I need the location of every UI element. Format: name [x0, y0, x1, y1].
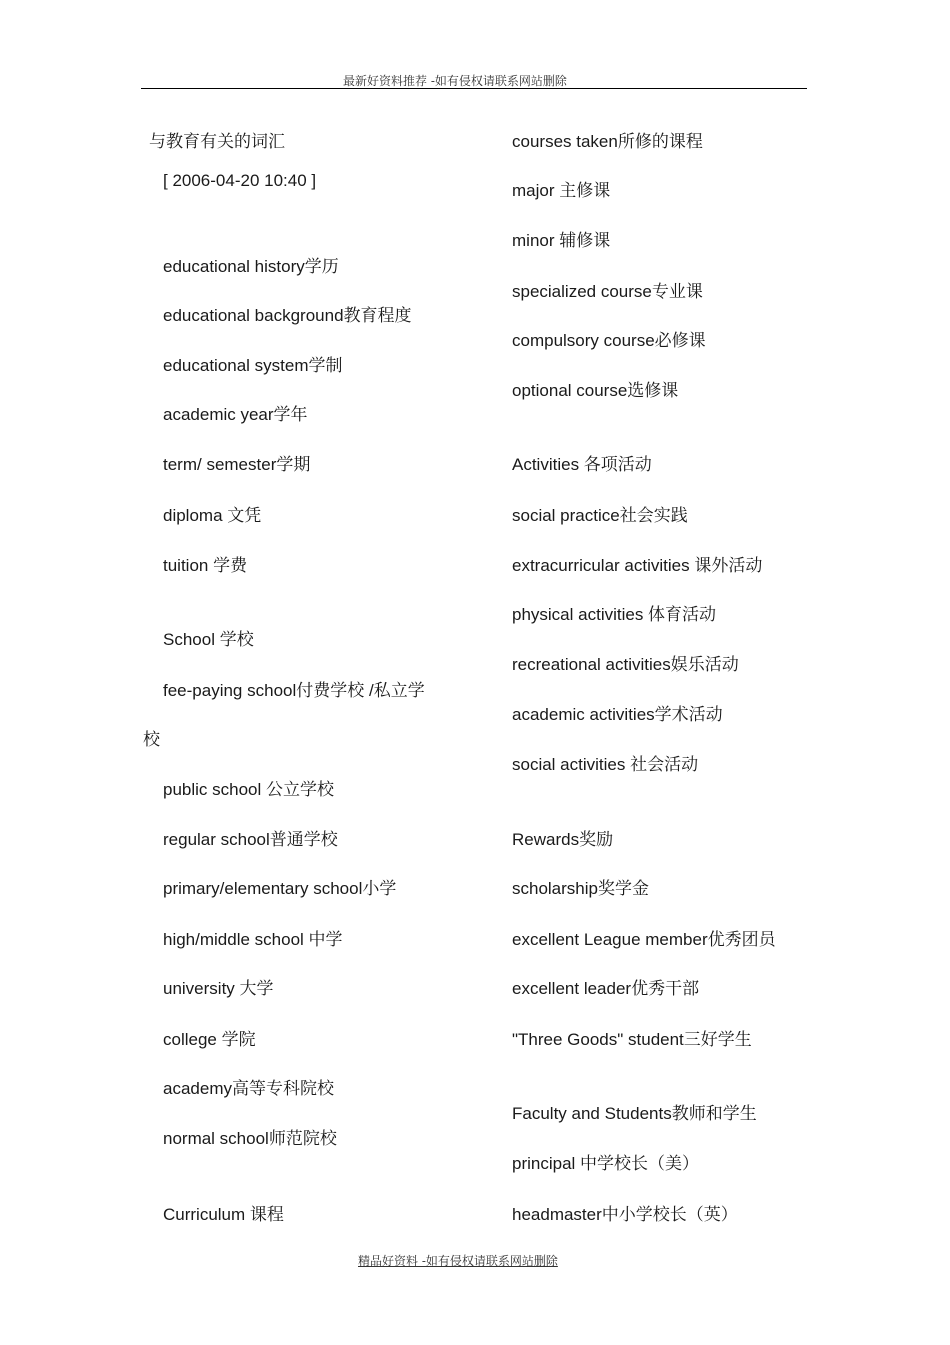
- vocab-item: university 大学: [163, 979, 274, 998]
- vocab-item: normal school师范院校: [163, 1129, 337, 1148]
- section-heading: Curriculum 课程: [163, 1205, 284, 1224]
- vocab-item: educational history学历: [163, 257, 339, 276]
- vocab-item: major 主修课: [512, 181, 611, 200]
- vocab-item: academy高等专科院校: [163, 1079, 334, 1098]
- section-heading: Rewards奖励: [512, 830, 614, 849]
- vocab-item: diploma 文凭: [163, 506, 262, 525]
- vocab-item: courses taken所修的课程: [512, 132, 703, 151]
- vocab-item: principal 中学校长（美）: [512, 1154, 700, 1173]
- vocab-item: physical activities 体育活动: [512, 605, 717, 624]
- vocab-item: excellent League member优秀团员: [512, 930, 776, 949]
- vocab-item: educational background教育程度: [163, 306, 412, 325]
- vocab-item: excellent leader优秀干部: [512, 979, 700, 998]
- vocab-item: optional course选修课: [512, 381, 679, 400]
- vocab-item: regular school普通学校: [163, 830, 338, 849]
- vocab-item: social activities 社会活动: [512, 755, 699, 774]
- section-heading: Activities 各项活动: [512, 455, 652, 474]
- page-header: [141, 70, 807, 89]
- vocab-item: public school 公立学校: [163, 780, 335, 799]
- vocab-item: minor 辅修课: [512, 231, 611, 250]
- vocab-item-continuation: 校: [143, 730, 160, 749]
- section-heading: Faculty and Students教师和学生: [512, 1104, 757, 1123]
- vocab-item: primary/elementary school小学: [163, 879, 397, 898]
- vocab-item: fee-paying school付费学校 /私立学: [163, 681, 425, 700]
- vocab-item: tuition 学费: [163, 556, 248, 575]
- page-footer: 精品好资料 -如有侵权请联系网站删除: [358, 1254, 558, 1268]
- vocab-item: academic activities学术活动: [512, 705, 723, 724]
- vocab-item: "Three Goods" student三好学生: [512, 1030, 752, 1049]
- vocab-item: educational system学制: [163, 356, 343, 375]
- vocab-item: scholarship奖学金: [512, 879, 649, 898]
- vocab-item: term/ semester学期: [163, 455, 311, 474]
- vocab-item: compulsory course必修课: [512, 331, 706, 350]
- vocab-item: high/middle school 中学: [163, 930, 343, 949]
- vocab-item: specialized course专业课: [512, 282, 703, 301]
- document-date: [ 2006-04-20 10:40 ]: [163, 171, 317, 190]
- vocab-item: academic year学年: [163, 405, 308, 424]
- document-title: 与教育有关的词汇: [149, 132, 285, 151]
- header-text: 最新好资料推荐 -如有侵权请联系网站删除: [343, 74, 567, 88]
- vocab-item: college 学院: [163, 1030, 256, 1049]
- vocab-item: social practice社会实践: [512, 506, 688, 525]
- vocab-item: recreational activities娱乐活动: [512, 655, 739, 674]
- vocab-item: extracurricular activities 课外活动: [512, 556, 763, 575]
- section-heading: School 学校: [163, 630, 254, 649]
- vocab-item: headmaster中小学校长（英）: [512, 1205, 738, 1224]
